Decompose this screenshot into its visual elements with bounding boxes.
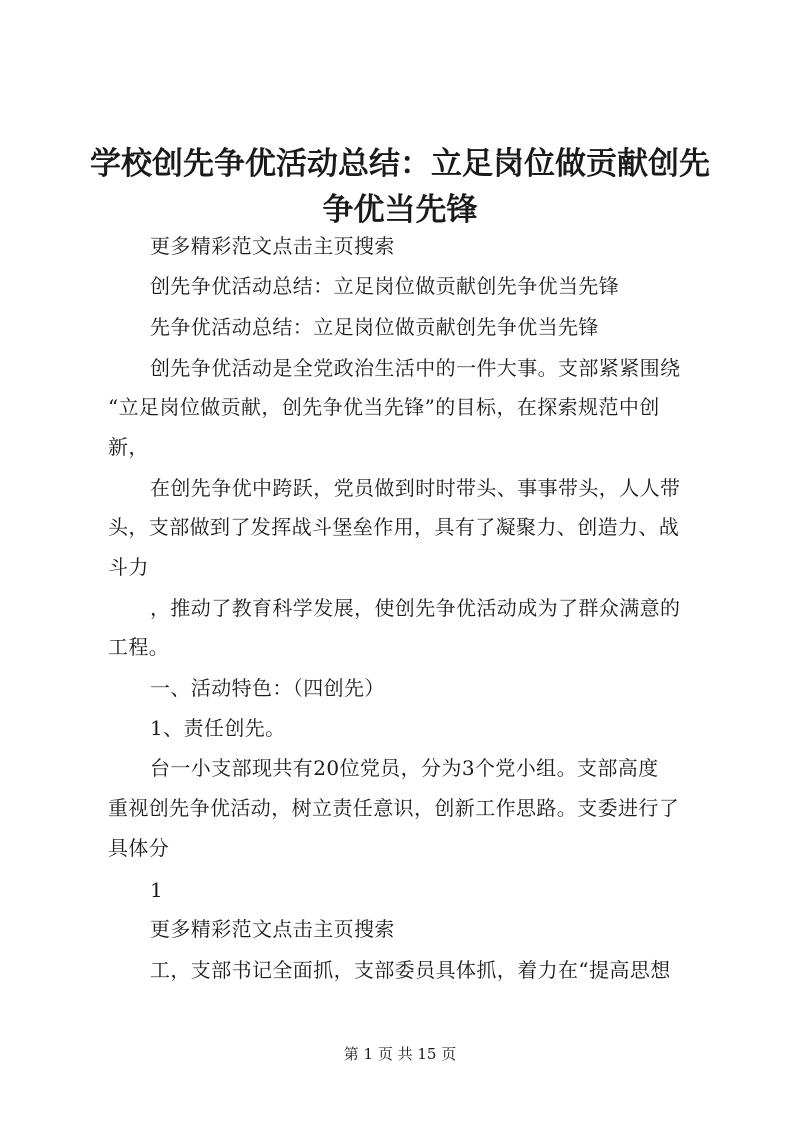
paragraph-line: ，推动了教育科学发展，使创先争优活动成为了群众满意的	[150, 596, 681, 620]
document-title-line-2: 争优当先锋	[322, 192, 478, 228]
paragraph-line: 头，支部做到了发挥战斗堡垒作用，具有了凝聚力、创造力、战	[108, 515, 680, 539]
promo-text: 更多精彩范文点击主页搜索	[150, 234, 395, 258]
subtitle-line: 创先争优活动总结：立足岗位做贡献创先争优当先锋	[150, 274, 620, 298]
paragraph-line: 重视创先争优活动，树立责任意识，创新工作思路。支委进行了	[108, 796, 680, 820]
paragraph-line: 台一小支部现共有20位党员，分为3个党小组。支部高度	[150, 756, 659, 780]
subtitle-line: 先争优活动总结：立足岗位做贡献创先争优当先锋	[150, 315, 599, 339]
paragraph-line: 创先争优活动是全党政治生活中的一件大事。支部紧紧围绕	[150, 356, 681, 380]
paragraph-line: 在创先争优中跨跃，党员做到时时带头、事事带头，人人带	[150, 476, 681, 500]
promo-text: 更多精彩范文点击主页搜索	[150, 917, 395, 941]
section-heading: 一、活动特色：（四创先）	[150, 676, 385, 700]
document-title-line-1: 学校创先争优活动总结：立足岗位做贡献创先	[90, 146, 710, 182]
subsection-heading: 1、责任创先。	[150, 716, 286, 740]
paragraph-line: 工，支部书记全面抓，支部委员具体抓，着力在“提高思想	[150, 958, 671, 982]
paragraph-line: 具体分	[108, 836, 170, 860]
paragraph-line: 新，	[108, 435, 149, 459]
inline-page-number: 1	[150, 878, 164, 902]
page-footer: 第 1 页 共 15 页	[343, 1045, 457, 1063]
paragraph-line: “立足岗位做贡献，创先争优当先锋”的目标，在探索规范中创	[108, 395, 660, 419]
paragraph-line: 工程。	[108, 635, 170, 659]
paragraph-line: 斗力	[108, 555, 149, 579]
